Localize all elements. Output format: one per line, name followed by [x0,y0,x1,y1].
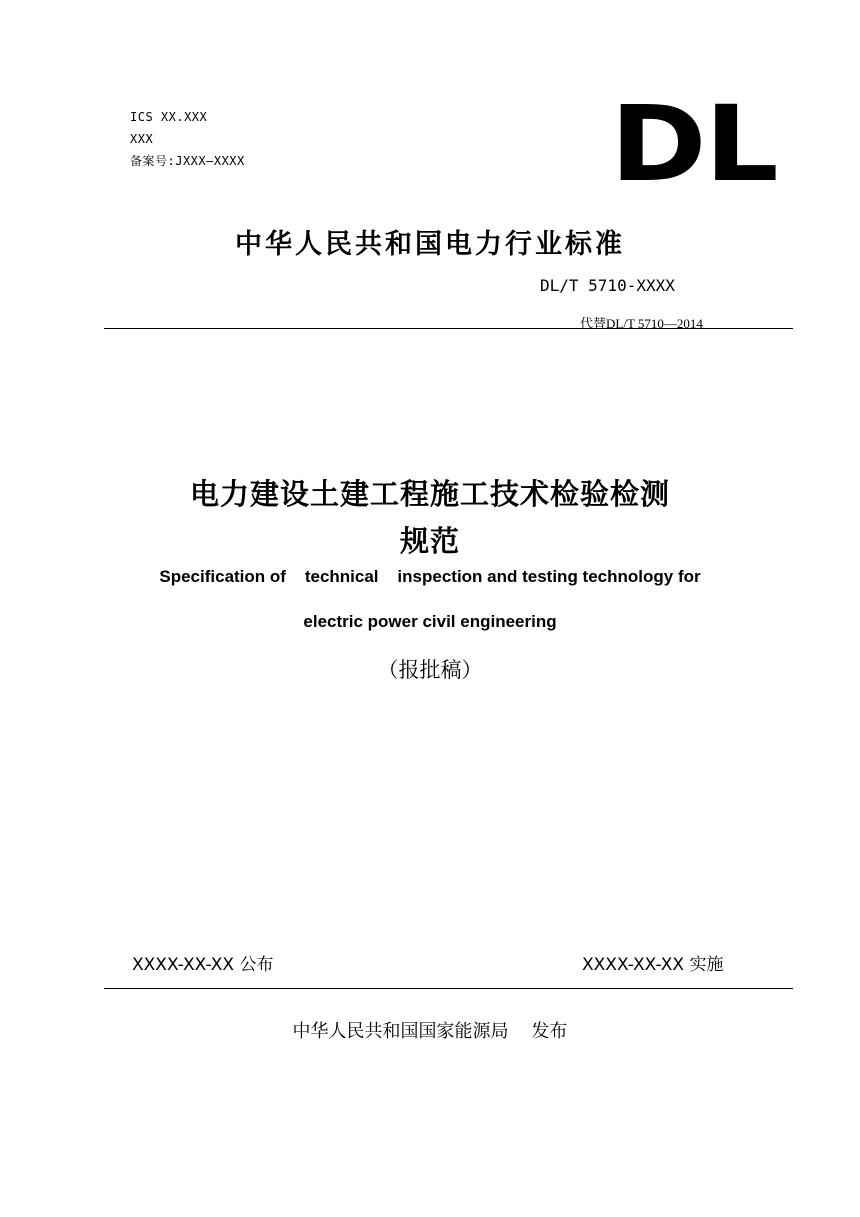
dl-logo: DL [610,83,777,205]
publisher: 中华人民共和国国家能源局 发布 [292,1021,568,1042]
header-divider [104,328,793,329]
standard-category-title: 中华人民共和国电力行业标准 [235,229,625,260]
replaces-standard: 代替DL/T 5710—2014 [580,316,703,331]
classification-code: XXX [130,132,154,146]
document-title-cn-line2: 规范 [399,524,460,558]
document-title-en-line2: electric power civil engineering [303,612,557,631]
implement-date: XXXX-XX-XX 实施 [582,955,724,975]
record-number: 备案号:JXXX—XXXX [130,154,245,168]
document-title-cn-line1: 电力建设土建工程施工技术检验检测 [189,477,670,511]
standard-code: DL/T 5710-XXXX [540,276,675,295]
ics-number: ICS XX.XXX [130,110,208,124]
footer-divider [104,988,793,989]
document-title-en-line1: Specification of technical inspection and testing technology for [159,567,701,586]
publish-date: XXXX-XX-XX 公布 [132,955,274,975]
draft-status: （报批稿） [377,658,483,682]
